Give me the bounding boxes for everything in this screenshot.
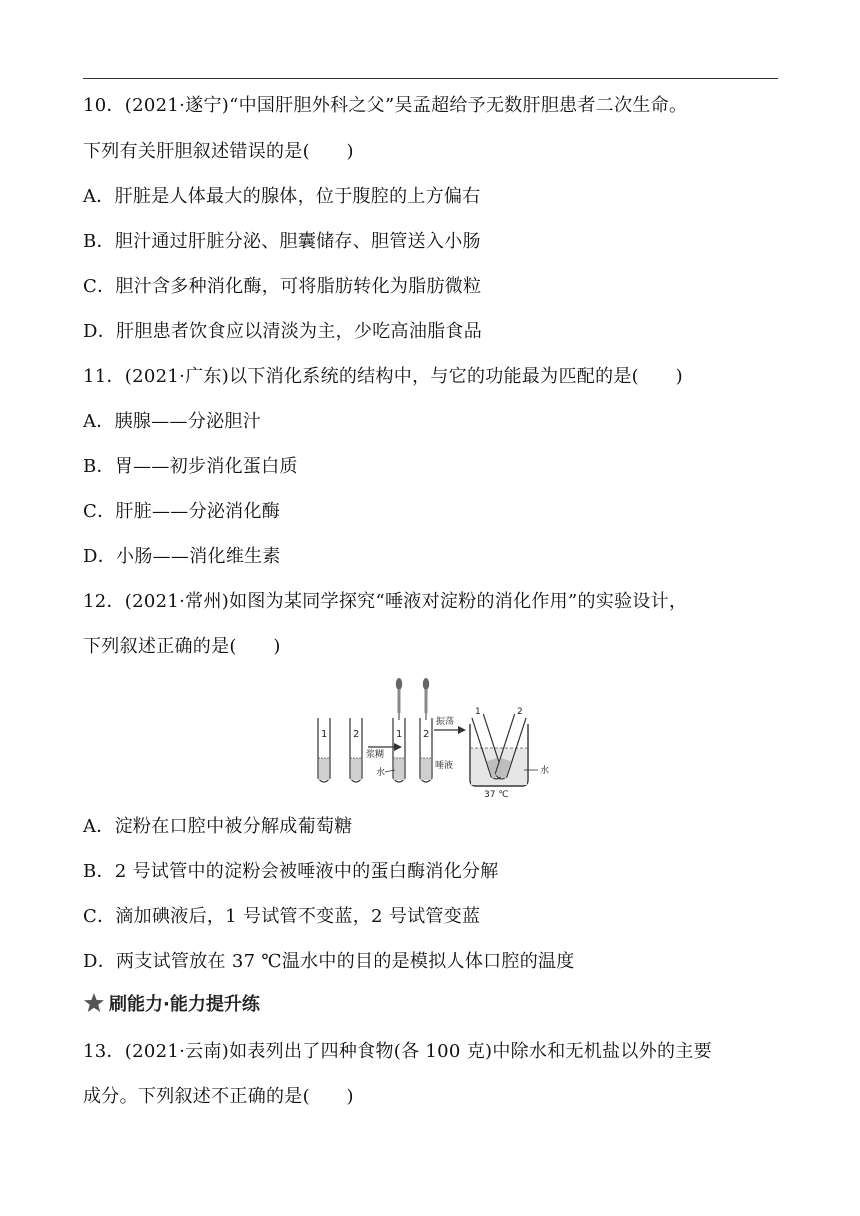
temperature-label: 37 ℃ — [484, 790, 509, 800]
q11-option-a[interactable]: A．胰腺——分泌胆汁 — [83, 411, 261, 432]
tube-2-label: 2 — [353, 729, 360, 740]
dropper-1 — [396, 678, 402, 720]
q13-stem-line2: 成分。下列叙述不正确的是( ) — [83, 1086, 354, 1107]
q10-option-a[interactable]: A．肝脏是人体最大的腺体，位于腹腔的上方偏右 — [83, 186, 481, 207]
dropper-2 — [423, 678, 429, 720]
q10-option-d[interactable]: D．肝胆患者饮食应以清淡为主，少吃高油脂食品 — [83, 321, 483, 342]
svg-text:2: 2 — [517, 707, 523, 717]
q11-option-d[interactable]: D．小肠——消化维生素 — [83, 546, 281, 567]
svg-text:1: 1 — [396, 729, 403, 740]
tube-2-initial — [350, 718, 362, 782]
section-heading — [83, 990, 260, 1016]
experiment-figure — [312, 674, 560, 800]
top-rule — [83, 78, 778, 79]
tube-2-treated — [420, 718, 432, 782]
paste-label: 浆糊 — [366, 750, 385, 760]
q11-option-c[interactable]: C．肝脏——分泌消化酶 — [83, 501, 281, 522]
water-bath-beaker — [470, 707, 528, 786]
q12-option-b[interactable]: B．2 号试管中的淀粉会被唾液中的蛋白酶消化分解 — [83, 861, 499, 882]
q12-option-d[interactable]: D．两支试管放在 37 ℃温水中的目的是模拟人体口腔的温度 — [83, 951, 575, 972]
q11-stem: 11．(2021·广东)以下消化系统的结构中，与它的功能最为匹配的是( ) — [83, 366, 683, 387]
q10-option-c[interactable]: C．胆汁含多种消化酶，可将脂肪转化为脂肪微粒 — [83, 276, 482, 297]
shake-label: 振荡 — [436, 717, 455, 727]
q10-option-b[interactable]: B．胆汁通过肝脏分泌、胆囊储存、胆管送入小肠 — [83, 231, 481, 252]
q10-stem-line1: 10．(2021·遂宁)“中国肝胆外科之父”吴孟超给予无数肝胆患者二次生命。 — [83, 95, 688, 116]
q12-stem-line1: 12．(2021·常州)如图为某同学探究“唾液对淀粉的消化作用”的实验设计， — [83, 591, 688, 612]
q12-option-a[interactable]: A．淀粉在口腔中被分解成葡萄糖 — [83, 816, 353, 837]
svg-text:1: 1 — [475, 707, 481, 717]
tube-1-initial — [318, 718, 330, 782]
q12-stem-line2: 下列叙述正确的是( ) — [83, 636, 281, 657]
q10-stem-line2: 下列有关肝胆叙述错误的是( ) — [83, 141, 354, 162]
star-icon — [83, 992, 105, 1014]
bath-water-label: 水 — [540, 766, 550, 776]
saliva-label: 唾液 — [435, 761, 454, 771]
q13-stem-line1: 13．(2021·云南)如表列出了四种食物(各 100 克)中除水和无机盐以外的主要 — [83, 1041, 712, 1062]
tube-1-label: 1 — [321, 729, 328, 740]
water-label: 水 — [376, 768, 386, 778]
q12-option-c[interactable]: C．滴加碘液后，1 号试管不变蓝，2 号试管变蓝 — [83, 906, 481, 927]
q11-option-b[interactable]: B．胃——初步消化蛋白质 — [83, 456, 298, 477]
section-title: 刷能力·能力提升练 — [109, 994, 260, 1015]
svg-text:2: 2 — [423, 729, 430, 740]
